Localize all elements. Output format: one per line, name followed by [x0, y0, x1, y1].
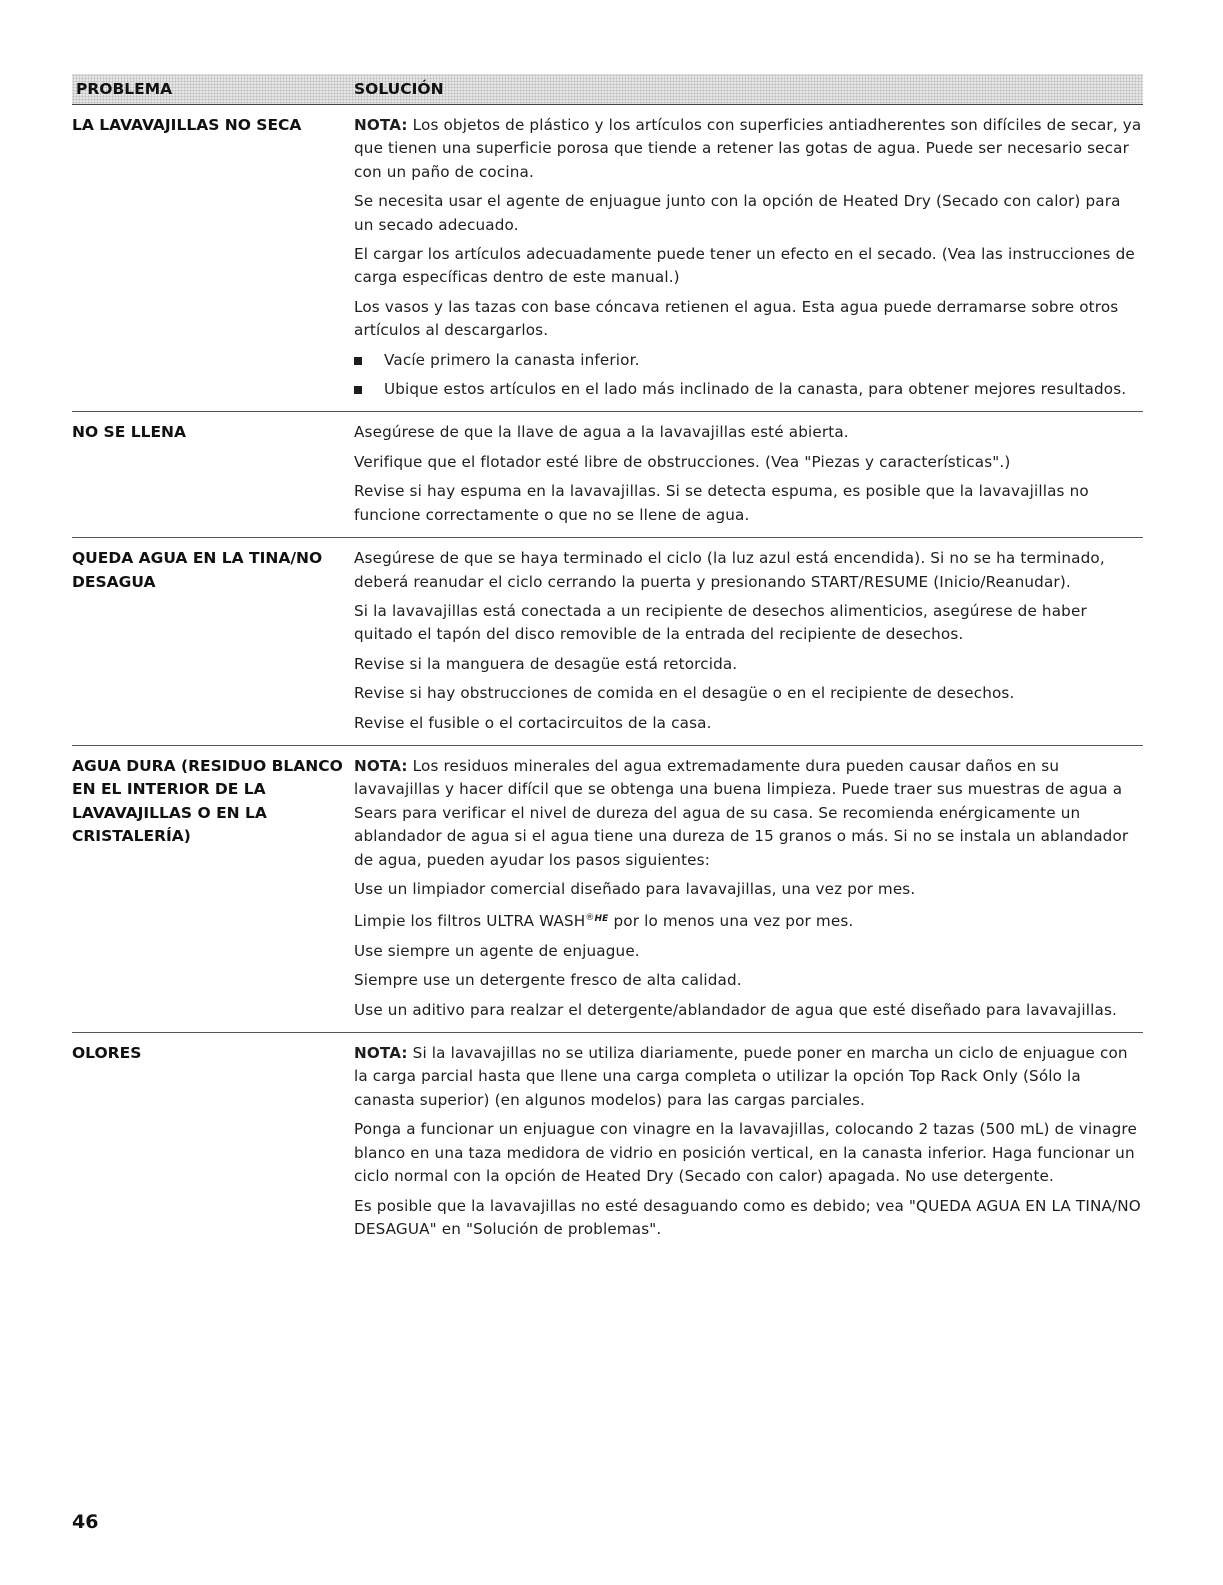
solution-text: NOTA: Los objetos de plástico y los artículos con superficies antiadherentes son difíciles de secar, ya que tienen una superficie porosa que tiende a retener las gotas de agua. Puede ser necesario secar con un paño de cocina. — [354, 116, 1142, 181]
solution-text: Si la lavavajillas está conectada a un recipiente de desechos alimenticios, asegúrese de haber quitado el tapón del disco removible de la entrada del recipiente de desechos. — [354, 601, 1087, 644]
solution-text: Revise si la manguera de desagüe está retorcida. — [354, 654, 738, 673]
solution-text: Los vasos y las tazas con base cóncava retienen el agua. Esta agua puede derramarse sobre otros artículos al descargarlos. — [354, 297, 1119, 340]
note-label: NOTA: — [354, 116, 408, 134]
bullet-square-icon — [354, 349, 384, 372]
problem-cell: LA LAVAVAJILLAS NO SECA — [72, 116, 302, 134]
bullet-item: Ubique estos artículos en el lado más inclinado de la canasta, para obtener mejores resultados. — [354, 378, 1143, 401]
page-number: 46 — [72, 1511, 99, 1533]
solution-text: Asegúrese de que se haya terminado el ciclo (la luz azul está encendida). Si no se ha terminado, deberá reanudar el ciclo cerrando la puerta y presionando START/RESUME (Inicio/Reanudar). — [354, 549, 1105, 591]
solution-text: Ponga a funcionar un enjuague con vinagre en la lavavajillas, colocando 2 tazas (500 mL) de vinagre blanco en una taza medidora de vidrio en posición vertical, en la canasta inferior. Haga funcionar un ciclo normal con la opción de Heated Dry (Secado con calor) apagada. No use detergente. — [354, 1120, 1137, 1186]
bullet-item: Vacíe primero la canasta inferior. — [354, 349, 1143, 372]
solution-cell — [354, 421, 1143, 533]
header-problem: PROBLEMA — [76, 80, 173, 98]
table-row — [72, 1033, 1143, 1251]
bullet-square-icon — [354, 378, 384, 401]
registered-mark: ® — [585, 913, 595, 924]
solution-text: Limpie los filtros ULTRA $WASH^{®HE}$ por lo menos una vez por mes. — [354, 912, 854, 931]
solution-text: Use un aditivo para realzar el detergente/ablandador de agua que esté diseñado para lavavajillas. — [354, 1000, 1117, 1019]
table-row — [72, 746, 1143, 1033]
solution-text: Revise si hay obstrucciones de comida en el desagüe o en el recipiente de desechos. — [354, 684, 1015, 703]
he-mark: HE — [594, 914, 609, 925]
solution-text: Use un limpiador comercial diseñado para lavavajillas, una vez por mes. — [354, 879, 916, 898]
solution-text: Verifique que el flotador esté libre de obstrucciones. (Vea "Piezas y características".) — [354, 452, 1011, 471]
table-header — [72, 74, 1143, 105]
solution-text: Revise si hay espuma en la lavavajillas. Si se detecta espuma, es posible que la lavavajillas no funcione correctamente o que no se llene de agua. — [354, 482, 1089, 524]
solution-text: NOTA: Si la lavavajillas no se utiliza diariamente, puede poner en marcha un ciclo de enjuague con la carga parcial hasta que llene una carga completa o utilizar la opción Top Rack Only (Sólo la canasta superior) (en algunos modelos) para las cargas parciales. — [354, 1044, 1128, 1109]
troubleshooting-table — [72, 74, 1143, 1251]
solution-cell — [354, 114, 1143, 407]
note-label: NOTA: — [354, 1044, 408, 1063]
solution-text: Asegúrese de que la llave de agua a la lavavajillas esté abierta. — [354, 423, 849, 442]
solution-text: Siempre use un detergente fresco de alta calidad. — [354, 971, 742, 990]
problem-cell: OLORES — [72, 1044, 142, 1063]
solution-text: Revise el fusible o el cortacircuitos de la casa. — [354, 713, 712, 732]
note-label: NOTA: — [354, 756, 408, 775]
table-row — [72, 538, 1143, 746]
solution-text: Use siempre un agente de enjuague. — [354, 941, 640, 960]
table-row — [72, 105, 1143, 412]
solution-text: Se necesita usar el agente de enjuague junto con la opción de Heated Dry (Secado con calor) para un secado adecuado. — [354, 192, 1121, 234]
header-solution: SOLUCIÓN — [354, 80, 444, 98]
solution-text: NOTA: Los residuos minerales del agua extremadamente dura pueden causar daños en su lavavajillas y hacer difícil que se obtenga una buena limpieza. Puede traer sus muestras de agua a Sears para verificar el nivel de dureza del agua de su casa. Se recomienda enérgicamente un ablandador de agua si el agua tiene una dureza de 15 granos o más. Si no se instala un ablandador de agua, pueden ayudar los pasos siguientes: — [354, 756, 1129, 869]
problem-cell: AGUA DURA (RESIDUO BLANCO EN EL INTERIOR DE LA LAVAVAJILLAS O EN LA CRISTALERÍA) — [72, 756, 343, 846]
solution-text: El cargar los artículos adecuadamente puede tener un efecto en el secado. (Vea las instrucciones de carga específicas dentro de este manual.) — [354, 245, 1135, 287]
solution-text: Es posible que la lavavajillas no esté desaguando como es debido; vea "QUEDA AGUA EN LA TINA/NO DESAGUA" en "Solución de problemas". — [354, 1196, 1141, 1238]
solution-cell — [354, 547, 1143, 741]
table-row — [72, 412, 1143, 538]
solution-cell — [354, 1042, 1143, 1247]
problem-cell: QUEDA AGUA EN LA TINA/NO DESAGUA — [72, 549, 323, 591]
solution-cell — [354, 755, 1143, 1028]
problem-cell: NO SE LLENA — [72, 423, 187, 442]
